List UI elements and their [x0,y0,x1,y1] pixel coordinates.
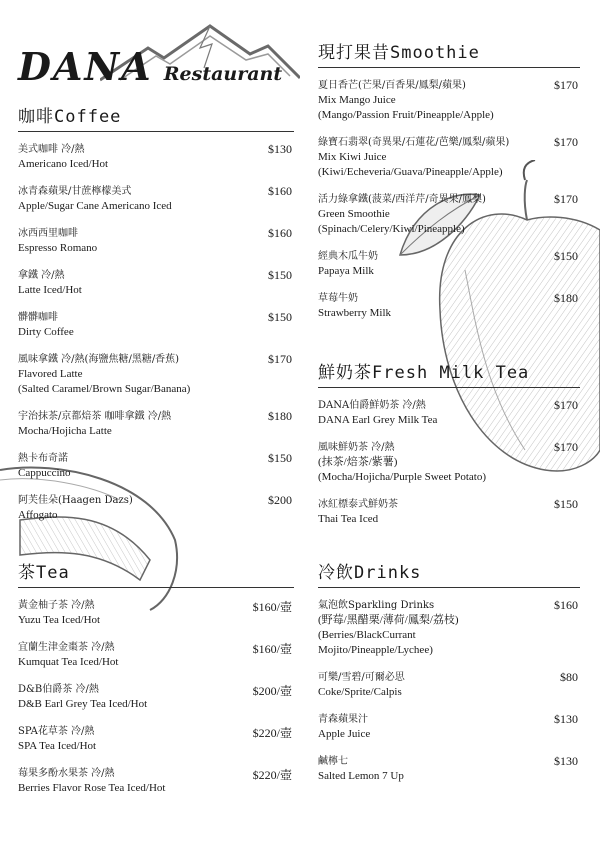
item-description: D&B Earl Grey Tea Iced/Hot [18,698,148,710]
drinks-items [318,598,580,784]
item-price: $130 [554,712,578,726]
item-price: $130 [268,142,292,156]
item-name-zh: DANA伯爵鮮奶茶 冷/熱 [318,400,426,411]
menu-item [318,497,580,527]
coffee-section [18,102,294,535]
item-description: Kumquat Tea Iced/Hot [18,656,119,668]
item-description: Cappuccino [18,467,71,479]
item-description: Strawberry Milk [318,307,392,319]
section-title: 冷飲Drinks [318,558,580,588]
drinks-section [318,558,580,796]
menu-item [318,670,580,700]
item-description: (Mango/Passion Fruit/Pineapple/Apple) [318,109,494,121]
item-description: (Kiwi/Echeveria/Guava/Pineapple/Apple) [318,166,503,178]
item-price: $130 [554,754,578,768]
item-price: $150 [268,451,292,465]
item-description: Apple/Sugar Cane Americano Iced [18,200,172,212]
item-name-zh: 宇治抹茶/京都焙茶 咖啡拿鐵 冷/熱 [18,411,172,422]
item-name-zh: 美式咖啡 冷/熱 [18,144,85,155]
item-name-zh: 拿鐵 冷/熱 [18,270,65,281]
menu-item [18,184,294,214]
item-name-zh: SPA花草茶 冷/熱 [18,726,95,737]
item-description: Thai Tea Iced [318,513,379,525]
item-description: Mojito/Pineapple/Lychee) [318,644,433,656]
item-price: $220/壺 [252,726,292,740]
menu-item [18,724,294,754]
menu-item [18,310,294,340]
item-name-zh: 髒髒咖啡 [18,312,58,323]
item-name-zh: 青森蘋果汁 [318,714,368,725]
smoothie-items [318,78,580,321]
item-name-zh: 草莓牛奶 [318,293,358,304]
item-name-zh: 夏日香芒(芒果/百香果/鳳梨/蘋果) [318,80,466,91]
item-name-zh: 活力綠拿鐵(菠菜/西洋芹/奇異果/鳳梨) [318,194,486,205]
section-title: 咖啡Coffee [18,102,294,132]
menu-item [18,268,294,298]
item-price: $200 [268,493,292,507]
item-price: $170 [554,440,578,454]
item-description: Affogato [18,509,58,521]
item-price: $160 [268,184,292,198]
milktea-section [318,358,580,539]
brand-subtitle: Restaurant [163,63,283,85]
item-name-zh: 綠寶石翡翠(奇異果/石蓮花/芭樂/鳳梨/蘋果) [318,137,510,148]
item-description: Apple Juice [318,728,371,740]
menu-item [318,135,580,180]
menu-item [18,598,294,628]
item-description: Dirty Coffee [18,326,74,338]
item-price: $150 [554,497,578,511]
menu-item [318,754,580,784]
item-description: Flavored Latte [18,368,83,380]
item-description: (抹茶/焙茶/紫薯) [318,456,398,468]
item-description: (Berries/BlackCurrant [318,629,416,641]
item-description: Mix Mango Juice [318,94,396,106]
item-description: Latte Iced/Hot [18,284,82,296]
section-title: 現打果昔Smoothie [318,38,580,68]
item-description: Coke/Sprite/Calpis [318,686,402,698]
item-description: Green Smoothie [318,208,390,220]
item-description: (野莓/黑醋栗/薄荷/鳳梨/荔枝) [318,614,459,626]
item-price: $80 [560,670,578,684]
item-description: Yuzu Tea Iced/Hot [18,614,101,626]
smoothie-section [318,38,580,333]
item-name-zh: D&B伯爵茶 冷/熱 [18,684,99,695]
item-description: SPA Tea Iced/Hot [18,740,97,752]
item-name-zh: 可樂/雪碧/可爾必思 [318,672,405,683]
menu-item [318,598,580,658]
item-price: $160 [268,226,292,240]
menu-item [18,682,294,712]
menu-item [18,493,294,523]
menu-item [318,291,580,321]
item-description: Espresso Romano [18,242,98,254]
item-description: Mix Kiwi Juice [318,151,387,163]
item-name-zh: 冰西西里咖啡 [18,228,78,239]
item-name-zh: 宜蘭生津金棗茶 冷/熱 [18,642,115,653]
item-name-zh: 氣泡飲Sparkling Drinks [318,600,435,611]
menu-item [318,440,580,485]
menu-item [18,142,294,172]
item-name-zh: 鹹檸七 [318,756,348,767]
item-name-zh: 黃金柚子茶 冷/熱 [18,600,95,611]
menu-item [18,766,294,796]
item-name-zh: 冰青森蘋果/甘蔗檸檬美式 [18,186,132,197]
item-price: $160/壺 [252,642,292,656]
item-price: $220/壺 [252,768,292,782]
item-description: Americano Iced/Hot [18,158,109,170]
tea-items [18,598,294,796]
item-price: $150 [268,268,292,282]
menu-item [318,249,580,279]
item-description: (Spinach/Celery/Kiwi/Pineapple) [318,223,465,235]
item-name-zh: 冰紅標泰式鮮奶茶 [318,499,398,510]
item-description: Mocha/Hojicha Latte [18,425,112,437]
item-description: Salted Lemon 7 Up [318,770,404,782]
item-price: $150 [554,249,578,263]
brand-header [18,44,282,89]
item-price: $170 [554,78,578,92]
menu-item [18,226,294,256]
item-price: $170 [554,398,578,412]
section-title: 鮮奶茶Fresh Milk Tea [318,358,580,388]
item-description: Papaya Milk [318,265,374,277]
item-description: (Mocha/Hojicha/Purple Sweet Potato) [318,471,487,483]
item-name-zh: 阿芙佳朵(Haagen Dazs) [18,495,133,506]
item-price: $200/壺 [252,684,292,698]
item-price: $180 [554,291,578,305]
item-description: Berries Flavor Rose Tea Iced/Hot [18,782,166,794]
menu-item [18,352,294,397]
menu-item [318,398,580,428]
item-description: DANA Earl Grey Milk Tea [318,414,438,426]
item-name-zh: 風味鮮奶茶 冷/熱 [318,442,395,453]
menu-item [318,712,580,742]
item-name-zh: 莓果多酚水果茶 冷/熱 [18,768,115,779]
item-price: $170 [268,352,292,366]
coffee-items [18,142,294,523]
item-price: $160 [554,598,578,612]
menu-item [18,451,294,481]
item-name-zh: 風味拿鐵 冷/熱(海鹽焦糖/黑糖/香蕉) [18,354,180,365]
brand-name: DANA [18,44,153,89]
tea-section [18,558,294,808]
item-description: (Salted Caramel/Brown Sugar/Banana) [18,383,191,395]
milktea-items [318,398,580,527]
menu-item [18,409,294,439]
item-name-zh: 熱卡布奇諾 [18,453,68,464]
item-price: $170 [554,135,578,149]
item-price: $150 [268,310,292,324]
item-name-zh: 經典木瓜牛奶 [318,251,378,262]
menu-item [318,78,580,123]
item-price: $160/壺 [252,600,292,614]
item-price: $170 [554,192,578,206]
menu-item [318,192,580,237]
menu-item [18,640,294,670]
section-title: 茶Tea [18,558,294,588]
item-price: $180 [268,409,292,423]
